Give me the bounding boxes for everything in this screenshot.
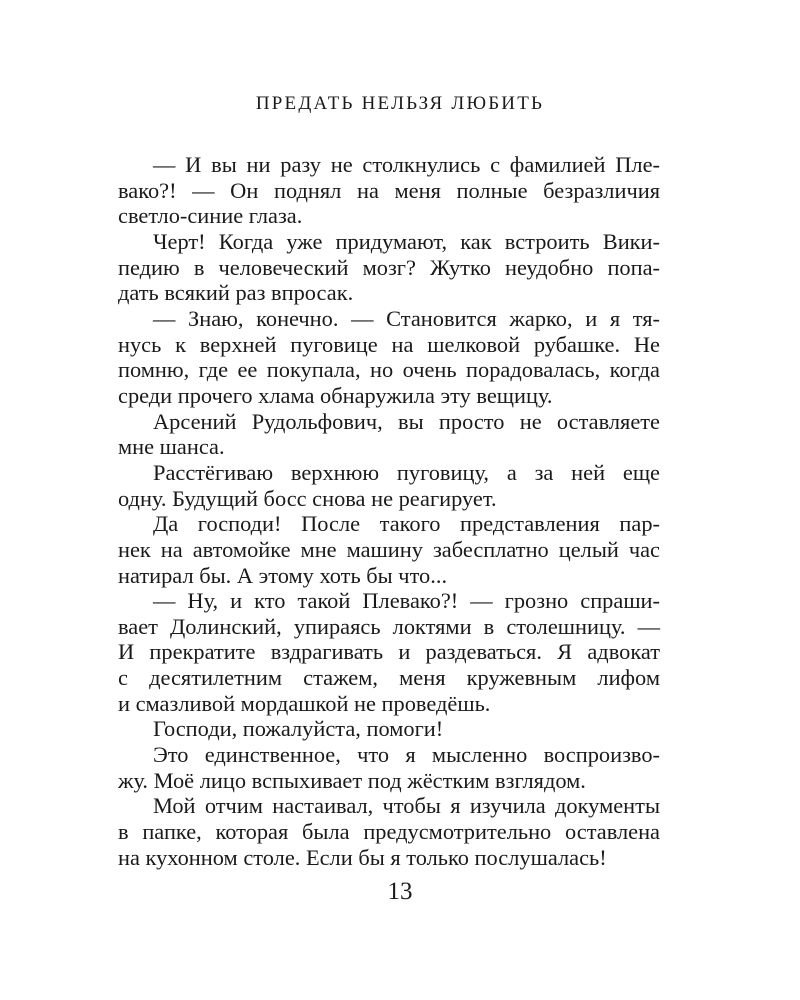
text-line: Это единственное, что я мысленно воспроизво- xyxy=(153,742,660,768)
paragraph xyxy=(118,460,660,511)
text-line: мне шанса. xyxy=(118,434,225,460)
text-line: жу. Моё лицо вспыхивает под жёстким взглядом. xyxy=(118,767,586,793)
text-line: среди прочего хлама обнаружила эту вещицу. xyxy=(118,382,553,408)
text-line: светло-синие глаза. xyxy=(118,203,303,229)
text-line: Мой отчим настаивал, чтобы я изучила документы xyxy=(153,793,660,819)
running-head: ПРЕДАТЬ НЕЛЬЗЯ ЛЮБИТЬ xyxy=(255,93,545,114)
text-line: — Знаю, конечно. — Становится жарко, и я тя- xyxy=(153,305,660,331)
text-line: Черт! Когда уже придумают, как встроить Вики- xyxy=(153,228,660,254)
body-text xyxy=(118,152,660,870)
text-line: дать всякий раз впросак. xyxy=(118,280,354,306)
text-line: Господи, пожалуйста, помоги! xyxy=(153,716,444,742)
text-line: помню, где ее покупала, но очень порадовалась, когда xyxy=(118,357,660,383)
paragraph xyxy=(118,229,660,306)
text-line: — И вы ни разу не столкнулись с фамилией Пле- xyxy=(153,152,660,177)
paragraph xyxy=(118,716,660,742)
text-line: нусь к верхней пуговице на шелковой рубашке. Не xyxy=(118,331,660,357)
text-line: вает Долинский, упираясь локтями в столешницу. — xyxy=(118,613,660,639)
text-line: в папке, которая была предусмотрительно оставлена xyxy=(118,819,660,845)
paragraph xyxy=(118,152,660,229)
text-line: И прекратите вздрагивать и раздеваться. Я адвокат xyxy=(118,639,660,665)
text-line: Арсений Рудольфович, вы просто не оставляете xyxy=(153,408,660,434)
paragraph xyxy=(118,793,660,870)
text-line: на кухонном столе. Если бы я только послушалась! xyxy=(118,844,607,870)
paragraph xyxy=(118,742,660,793)
text-line: с десятилетним стажем, меня кружевным лифом xyxy=(118,665,660,691)
page-number: 13 xyxy=(387,878,413,905)
text-line: нек на автомойке мне машину забесплатно целый час xyxy=(118,536,660,562)
text-line: одну. Будущий босс снова не реагирует. xyxy=(118,485,497,511)
paragraph xyxy=(118,588,660,716)
text-line: вако?! — Он поднял на меня полные безразличия xyxy=(118,177,660,203)
paragraph xyxy=(118,409,660,460)
text-line: педию в человеческий мозг? Жутко неудобно попа- xyxy=(118,254,660,280)
text-line: Расстёгиваю верхнюю пуговицу, а за ней еще xyxy=(153,459,660,485)
paragraph xyxy=(118,511,660,588)
text-line: — Ну, и кто такой Плевако?! — грозно спраши- xyxy=(153,588,660,614)
text-line: Да господи! После такого представления пар- xyxy=(153,511,660,537)
paragraph xyxy=(118,306,660,409)
text-line: натирал бы. А этому хоть бы что... xyxy=(118,562,448,588)
text-line: и смазливой мордашкой не проведёшь. xyxy=(118,690,491,716)
